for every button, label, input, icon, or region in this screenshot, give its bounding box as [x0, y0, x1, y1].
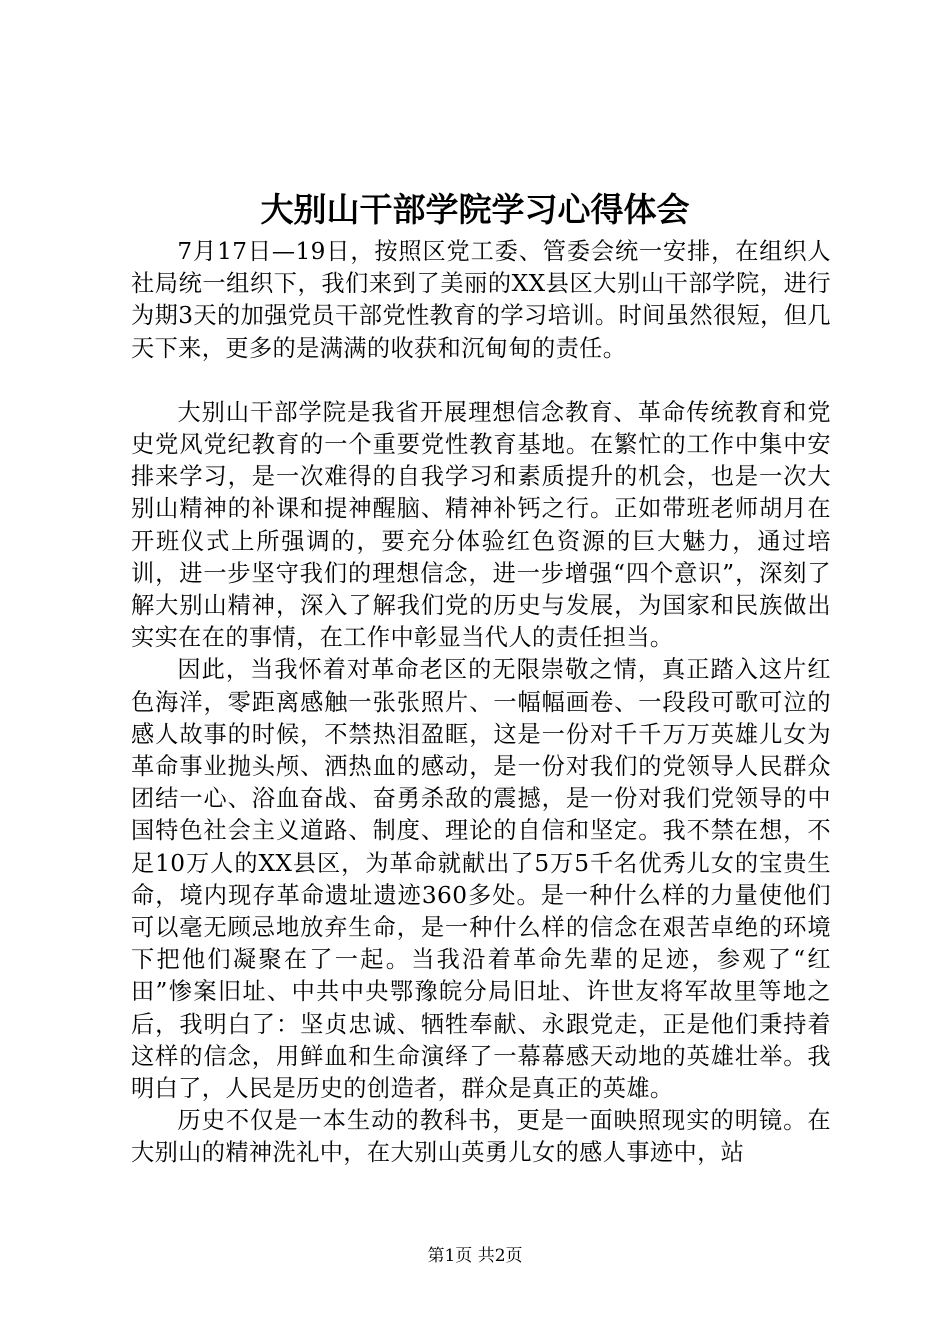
document-title: 大别山干部学院学习心得体会: [260, 190, 690, 229]
page-number-footer: 第1页 共2页: [427, 1246, 523, 1266]
document-body: [131, 236, 831, 1170]
paragraph-experience: 因此，当我怀着对革命老区的无限崇敬之情，真正踏入这片红色海洋，零距离感触一张张照片、一幅幅画卷、一段段可歌可泣的感人故事的时候，不禁热泪盈眶，这是一份对千千万万英雄儿女为革命事业抛头颅、洒热血的感动，是一份对我们的党领导人民群众团结一心、浴血奋战、奋勇杀敌的震撼，是一份对我们党领导的中国特色社会主义道路、制度、理论的自信和坚定。我不禁在想，不足10万人的XX县区，为革命就献出了5万5千名优秀儿女的宝贵生命，境内现存革命遗址遗迹360多处。是一种什么样的力量使他们可以毫无顾忌地放弃生命，是一种什么样的信念在艰苦卓绝的环境下把他们凝聚在了一起。当我沿着革命先辈的足迹，参观了“红田”惨案旧址、中共中央鄂豫皖分局旧址、许世友将军故里等地之后，我明白了：坚贞忠诚、牺牲奉献、永跟党走，正是他们秉持着这样的信念，用鲜血和生命演绎了一幕幕感天动地的英雄壮举。我明白了，人民是历史的创造者，群众是真正的英雄。: [131, 656, 831, 1103]
paragraph-intro: 7月17日—19日，按照区党工委、管委会统一安排，在组织人社局统一组织下，我们来到了美丽的XX县区大别山干部学院，进行为期3天的加强党员干部党性教育的学习培训。时间虽然很短，但几天下来，更多的是满满的收获和沉甸甸的责任。: [131, 238, 831, 362]
paragraph-academy: 大别山干部学院是我省开展理想信念教育、革命传统教育和党史党风党纪教育的一个重要党性教育基地。在繁忙的工作中集中安排来学习，是一次难得的自我学习和素质提升的机会，也是一次大别山精神的补课和提神醒脑、精神补钙之行。正如带班老师胡月在开班仪式上所强调的，要充分体验红色资源的巨大魅力，通过培训，进一步坚守我们的理想信念，进一步增强“四个意识”，深刻了解大别山精神，深入了解我们党的历史与发展，为国家和民族做出实实在在的事情，在工作中彰显当代人的责任担当。: [131, 398, 831, 652]
paragraph-history: 历史不仅是一本生动的教科书，更是一面映照现实的明镜。在大别山的精神洗礼中，在大别山英勇儿女的感人事迹中，站: [131, 1107, 831, 1167]
